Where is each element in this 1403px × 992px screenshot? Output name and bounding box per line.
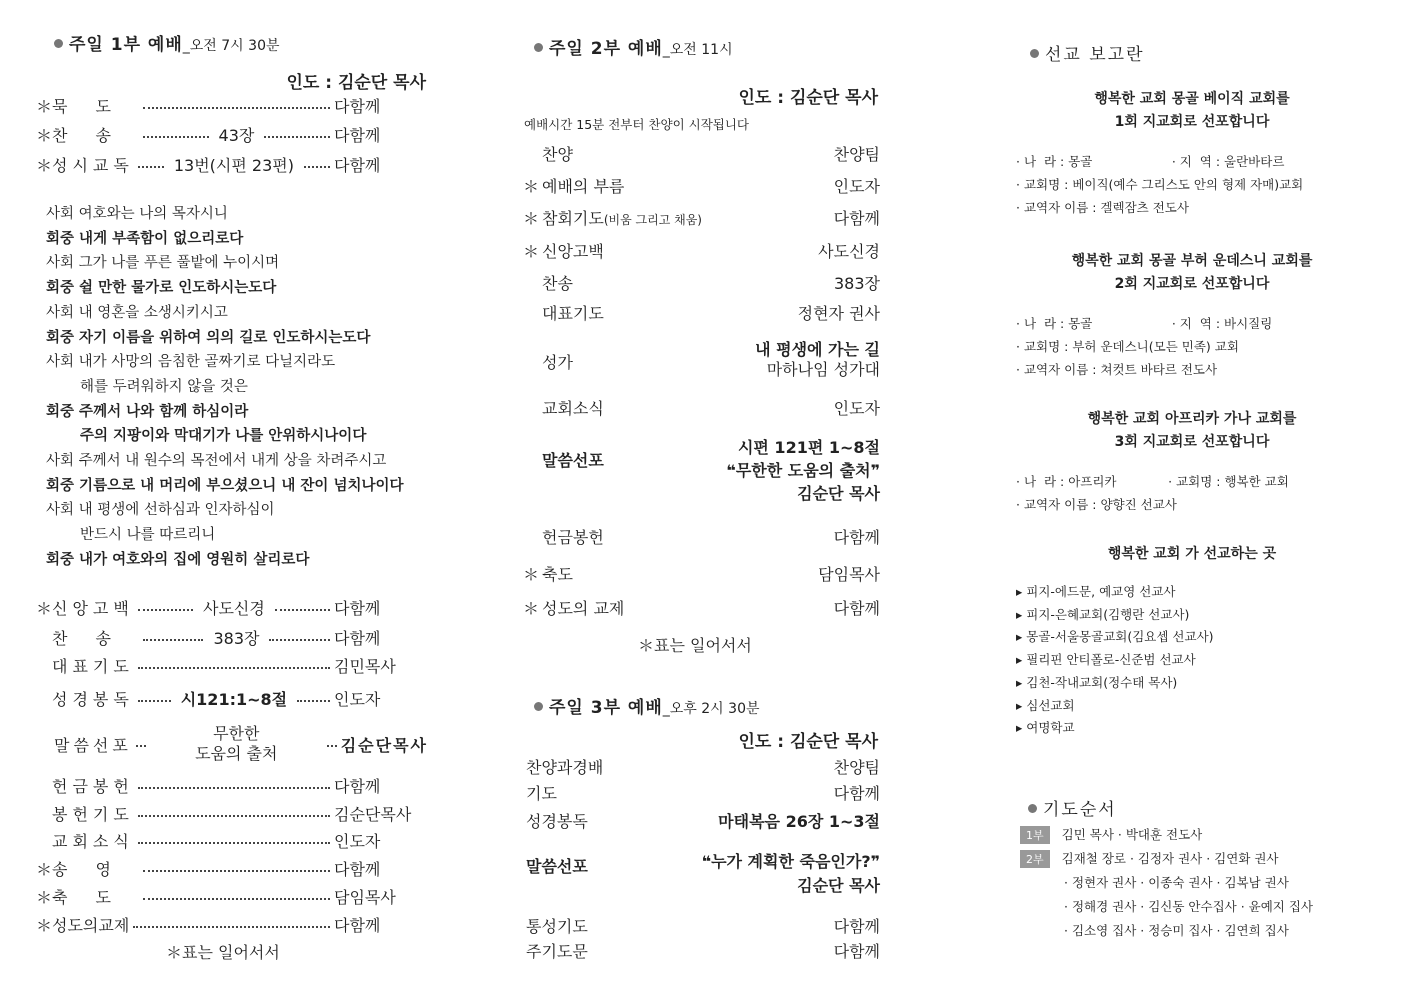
order-label [36, 687, 134, 710]
order-label [520, 396, 604, 419]
reading-line: 회중 내게 부족함이 없으리로다 [46, 230, 244, 247]
star-marker: ＊ [522, 599, 539, 618]
report-detail: · 교회명 : 부허 운데스니(모든 민족) 교회 [1016, 339, 1239, 354]
report-detail: · 교역자 이름 : 겔렉잠츠 전도사 [1016, 200, 1189, 215]
order-label: 기도 [526, 784, 557, 803]
dot-leader [133, 926, 330, 928]
confession-note: (비움 그리고 채움) [603, 213, 702, 227]
report-detail: · 나 라 : 아프리카 · 교회명 : 행복한 교회 [1016, 474, 1289, 489]
prayer-line [1020, 849, 1279, 868]
star-marker: ＊ [522, 177, 539, 196]
order-label [520, 174, 624, 197]
dot-leader [143, 107, 330, 109]
mission-place: ▸ 필리핀 안티폴로-신준범 선교사 [1016, 652, 1196, 668]
order-assignee: 383장 [834, 274, 880, 293]
order-detail: 시121:1~8절 [180, 690, 288, 709]
order-label [36, 913, 129, 936]
reading-line: 사회 여호와는 나의 목자시니 [46, 206, 228, 222]
service-3-title: 주일 3부 예배_오후 2시 30분 [534, 693, 760, 718]
stand-note: ＊표는 일어서서 [166, 943, 280, 962]
order-label-text: 교회소식 [52, 832, 134, 851]
reading-line: 회중 내가 여호와의 집에 영원히 살리로다 [46, 551, 310, 568]
order-label-text: 봉헌기도 [52, 805, 134, 824]
report-heading: 행복한 교회 아프리카 가나 교회를 [1087, 411, 1297, 427]
prayer-order-title: 기도순서 [1028, 795, 1117, 820]
order-label: 성경봉독 [526, 812, 588, 831]
order-assignee: 인도자 [833, 177, 880, 196]
star-marker: ＊ [36, 156, 53, 175]
order-label-text: 송영 [52, 860, 139, 879]
service-1-title: 주일 1부 예배_오전 7시 30분 [54, 30, 280, 55]
order-assignee: 인도자 [334, 832, 381, 851]
order-assignee: 다함께 [833, 784, 880, 803]
order-label [36, 123, 139, 146]
order-assignee: 마태복음 26장 1~3절 [718, 812, 880, 831]
order-label [36, 829, 134, 852]
report-detail: · 교역자 이름 : 쳐컷트 바타르 전도사 [1016, 362, 1218, 377]
reading-line: 사회 주께서 내 원수의 목전에서 내게 상을 차려주시고 [46, 453, 387, 469]
prayer-line [1020, 825, 1202, 844]
order-assignee: 김민목사 [334, 657, 396, 676]
order-label: 통성기도 [526, 917, 588, 936]
prayer-names: · 김소영 집사 · 정승미 집사 · 김연희 집사 [1064, 923, 1289, 938]
order-row [36, 802, 428, 825]
star-marker: ＊ [36, 97, 53, 116]
mission-place: ▸ 여명학교 [1016, 720, 1075, 736]
order-row [36, 94, 428, 117]
order-detail: 사도신경 [203, 599, 265, 618]
order-assignee: 인도자 [833, 399, 880, 418]
order-assignee: 사도신경 [818, 242, 880, 261]
star-marker: ＊ [522, 242, 539, 261]
order-label-text: 성경봉독 [52, 690, 134, 709]
mission-place: ▸ 몽골-서울몽골교회(김요셉 선교사) [1016, 629, 1214, 645]
mission-place: ▸ 피지-은혜교회(김행란 선교사) [1016, 606, 1190, 622]
dot-leader [143, 870, 330, 872]
order-label [36, 94, 139, 117]
prayer-line [1064, 921, 1289, 939]
reading-line: 사회 내 영혼을 소생시키시고 [46, 304, 228, 321]
order-label-text: 찬양 [542, 145, 573, 164]
order-assignee: 다함께 [833, 528, 880, 547]
service-3-sermon-row: 말씀선포 ❝누가 계획한 죽음인가?❞ 김순단 목사 [526, 852, 880, 895]
prayer-line [1064, 873, 1289, 891]
bullet-dot-icon [534, 43, 543, 52]
report-subheading: 1회 지교회로 선포합니다 [1114, 114, 1270, 130]
order-assignee: 다함께 [833, 917, 880, 936]
order-detail: 43장 [218, 126, 255, 145]
prayer-names: · 정해경 권사 · 김신동 안수집사 · 윤예지 집사 [1064, 899, 1313, 914]
order-label-text: 축도 [52, 888, 139, 907]
order-detail: 13번(시편 23편) [173, 156, 294, 175]
report-detail: · 교회명 : 베이직(예수 그리스도 안의 형제 자매)교회 [1016, 177, 1304, 192]
order-label-text: 성시교독 [52, 156, 134, 175]
report-heading: 행복한 교회 몽골 부허 운데스니 교회를 [1071, 253, 1313, 269]
dot-leader [143, 639, 204, 641]
order-assignee: 다함께 [334, 916, 381, 935]
reading-line: 해를 두려워하지 않을 것은 [80, 378, 248, 395]
order-assignee: 찬양팀 [833, 145, 880, 164]
order-assignee: 다함께 [833, 599, 880, 618]
order-row [36, 687, 428, 710]
order-row [36, 626, 428, 649]
mission-place: ▸ 피지-에드문, 예교영 선교사 [1016, 584, 1176, 599]
order-label: 찬양과경배 [526, 758, 604, 777]
prayer-names: · 정현자 권사 · 이종숙 권사 · 김복남 권사 [1064, 875, 1289, 890]
star-marker: ＊ [522, 209, 539, 228]
order-label [520, 596, 624, 619]
reading-line: 회중 쉴 만한 물가로 인도하시는도다 [46, 280, 277, 297]
dot-leader [138, 609, 193, 611]
dot-leader [138, 700, 171, 702]
dot-leader [269, 639, 330, 641]
order-label-text: 축도 [542, 565, 573, 584]
dot-leader [275, 609, 330, 611]
service-badge: 2부 [1020, 850, 1050, 868]
order-row [36, 913, 428, 936]
report-detail: · 교역자 이름 : 양향진 선교사 [1016, 497, 1177, 512]
order-label [520, 239, 604, 262]
dot-leader [138, 815, 330, 817]
service-2-title: 주일 2부 예배_오전 11시 [534, 34, 733, 59]
order-row [36, 885, 428, 908]
reading-line: 회중 자기 이름을 위하여 의의 길로 인도하시는도다 [46, 329, 371, 346]
reading-line: 주의 지팡이와 막대기가 나를 안위하시나이다 [80, 428, 367, 445]
report-heading: 행복한 교회 몽골 베이직 교회를 [1094, 91, 1290, 107]
order-assignee: 다함께 [334, 97, 381, 116]
order-assignee: 다함께 [334, 599, 381, 618]
dot-leader [264, 136, 330, 138]
order-assignee: 다함께 [833, 209, 880, 228]
order-row [36, 829, 428, 852]
service-1-sermon-row: 말씀선포 무한한 도움의 출처 김순단목사 [54, 724, 428, 763]
order-label [520, 142, 573, 165]
order-row [36, 596, 428, 619]
bullet-dot-icon [1030, 49, 1039, 58]
reading-line: 사회 내 평생에 선하심과 인자하심이 [46, 502, 275, 519]
order-label-text: 예배의 부름 [542, 177, 625, 196]
order-label [36, 885, 139, 908]
dot-leader [138, 166, 164, 168]
order-label [36, 626, 139, 649]
star-marker: ＊ [36, 916, 53, 935]
order-label [36, 802, 134, 825]
star-marker: ＊ [36, 126, 53, 145]
order-label-text: 묵도 [52, 97, 139, 116]
order-label [36, 153, 134, 176]
order-assignee: 김순단목사 [334, 805, 412, 824]
service-3-leader: 인도 : 김순단 목사 [738, 732, 878, 752]
reading-line: 회중 기름으로 내 머리에 부으셨으니 내 잔이 넘치나이다 [46, 477, 404, 494]
report-subheading: 2회 지교회로 선포합니다 [1114, 276, 1270, 292]
order-label [520, 525, 604, 548]
anthem-row: 성가 내 평생에 가는 길 마하나임 성가대 [542, 340, 880, 379]
order-label-text: 교회소식 [542, 399, 604, 418]
prayer-names: 김재철 장로 · 김정자 권사 · 김연화 권사 [1061, 851, 1279, 866]
order-label-text: 헌금봉헌 [52, 777, 134, 796]
dot-leader [138, 842, 330, 844]
order-label [36, 857, 139, 880]
star-marker: ＊ [36, 888, 53, 907]
order-assignee: 정현자 권사 [797, 304, 880, 323]
order-label [520, 301, 604, 324]
order-label-text: 대표기도 [542, 304, 604, 323]
order-label-text: 찬송 [542, 274, 573, 293]
report-detail: · 나 라 : 몽골 · 지 역 : 울란바타르 [1016, 154, 1285, 169]
dot-leader [138, 667, 330, 669]
order-assignee: 다함께 [334, 156, 381, 175]
order-label-text: 찬송 [52, 629, 139, 648]
order-assignee: 담임목사 [818, 565, 880, 584]
order-assignee: 다함께 [833, 942, 880, 961]
order-row [36, 774, 428, 797]
service-2-sermon-row: 말씀선포 시편 121편 1~8절 ❝무한한 도움의 출처❞ 김순단 목사 [542, 438, 880, 503]
order-label [520, 271, 573, 294]
order-assignee: 다함께 [334, 777, 381, 796]
mission-place: ▸ 심선교회 [1016, 697, 1075, 713]
mission-report-title: 선교 보고란 [1030, 40, 1145, 65]
order-detail: 383장 [213, 629, 260, 648]
dot-leader [143, 136, 209, 138]
star-marker: ＊ [36, 860, 53, 879]
order-row [36, 857, 428, 880]
service-badge: 1부 [1020, 826, 1050, 844]
order-label [36, 654, 134, 677]
praise-notice: 예배시간 15분 전부터 찬양이 시작됩니다 [524, 117, 749, 132]
prayer-names: 김민 목사 · 박대훈 전도사 [1061, 827, 1203, 842]
order-label-text: 찬송 [52, 126, 139, 145]
order-label-text: 참회기도 [542, 209, 604, 228]
bullet-dot-icon [1028, 804, 1037, 813]
order-label [520, 562, 573, 585]
bullet-dot-icon [54, 39, 63, 48]
reading-line: 사회 내가 사망의 음침한 골짜기로 다닐지라도 [46, 354, 336, 371]
reading-line: 회중 주께서 나와 함께 하심이라 [46, 403, 249, 420]
stand-note: ＊표는 일어서서 [638, 636, 752, 655]
order-assignee: 인도자 [334, 690, 381, 709]
dot-leader [143, 898, 330, 900]
reading-line: 반드시 나를 따르리니 [80, 527, 216, 544]
order-label-text: 대표기도 [52, 657, 134, 676]
order-row [36, 123, 428, 146]
dot-leader [304, 166, 330, 168]
service-1-leader: 인도 : 김순단 목사 [286, 73, 426, 93]
report-subheading: 3회 지교회로 선포합니다 [1114, 434, 1270, 450]
order-assignee: 다함께 [334, 629, 381, 648]
order-label-text: 신앙고백 [542, 242, 604, 261]
order-assignee: 담임목사 [334, 888, 396, 907]
star-marker: ＊ [522, 565, 539, 584]
order-label-text: 헌금봉헌 [542, 528, 604, 547]
bullet-dot-icon [534, 702, 543, 711]
mission-places-title: 행복한 교회 가 선교하는 곳 [1107, 546, 1277, 562]
mission-place: ▸ 김천-작내교회(정수태 목사) [1016, 674, 1178, 690]
reading-line: 사회 그가 나를 푸른 풀밭에 누이시며 [46, 255, 280, 272]
order-assignee: 찬양팀 [833, 758, 880, 777]
order-row [36, 654, 428, 677]
dot-leader [297, 700, 330, 702]
order-label-text: 성도의교제 [52, 916, 130, 935]
order-label-text: 성도의 교제 [542, 599, 625, 618]
dot-leader [138, 787, 330, 789]
order-label [520, 206, 702, 229]
order-label-text: 신앙고백 [52, 599, 134, 618]
service-2-leader: 인도 : 김순단 목사 [738, 88, 878, 108]
prayer-line [1064, 897, 1313, 915]
order-row [36, 153, 428, 176]
order-assignee: 다함께 [334, 126, 381, 145]
order-label: 주기도문 [526, 942, 588, 961]
order-label [36, 774, 134, 797]
order-assignee: 다함께 [334, 860, 381, 879]
report-detail: · 나 라 : 몽골 · 지 역 : 바시질링 [1016, 316, 1273, 331]
order-label [36, 596, 134, 619]
star-marker: ＊ [36, 599, 53, 618]
